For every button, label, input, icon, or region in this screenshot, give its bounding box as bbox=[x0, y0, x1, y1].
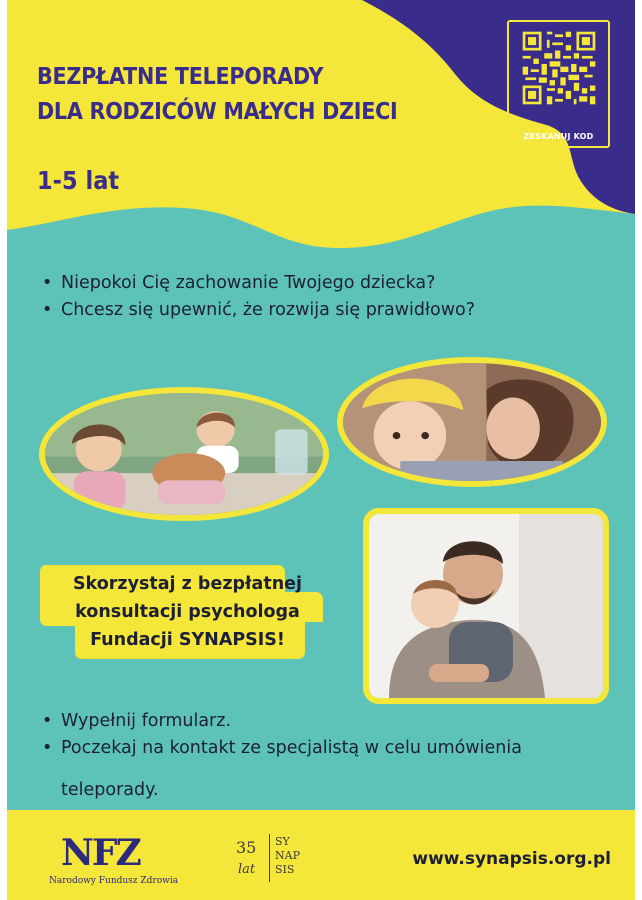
synapsis-lat: lat bbox=[238, 862, 256, 877]
synapsis-word-1: SY bbox=[275, 835, 290, 848]
qr-code-box[interactable] bbox=[507, 20, 610, 148]
step-item: • Wypełnij formularz. bbox=[39, 711, 522, 731]
photo-children-at-table bbox=[39, 387, 329, 521]
cta-callout bbox=[39, 562, 336, 662]
step-2-continuation bbox=[61, 780, 159, 800]
photo-mother-and-child bbox=[337, 357, 607, 487]
steps-list bbox=[39, 711, 522, 765]
synapsis-years: 35 bbox=[236, 838, 257, 857]
page-title bbox=[37, 60, 397, 130]
synapsis-word-3: SIS bbox=[275, 863, 295, 876]
footer bbox=[7, 810, 635, 900]
cta-line-3: Fundacji SYNAPSIS! bbox=[90, 630, 285, 650]
question-item: • Niepokoi Cię zachowanie Twojego dziecka? bbox=[39, 273, 475, 293]
step-2-line-1: Poczekaj na kontakt ze specjalistą w celu umówienia bbox=[61, 738, 522, 758]
poster bbox=[7, 0, 635, 900]
cta-line-2: konsultacji psychologa bbox=[75, 602, 300, 622]
website-link[interactable]: www.synapsis.org.pl bbox=[412, 849, 611, 869]
title-line-1: BEZPŁATNE TELEPORADY bbox=[37, 64, 324, 90]
photo-father-and-child bbox=[363, 508, 609, 704]
cta-text bbox=[39, 570, 336, 654]
qr-label: ZESKANUJ KOD bbox=[523, 132, 594, 141]
synapsis-divider bbox=[269, 834, 270, 882]
synapsis-word-2: NAP bbox=[275, 849, 300, 862]
nfz-logo: NFZ bbox=[61, 832, 140, 874]
qr-code-icon[interactable] bbox=[520, 29, 598, 107]
title-line-2: DLA RODZICÓW MAŁYCH DZIECI bbox=[37, 99, 398, 125]
age-range: 1-5 lat bbox=[37, 166, 120, 195]
step-2-line-2: teleporady. bbox=[61, 780, 159, 800]
nfz-name: Narodowy Fundusz Zdrowia bbox=[49, 876, 179, 886]
question-list bbox=[39, 273, 475, 327]
synapsis-wordmark bbox=[275, 835, 300, 877]
cta-line-1: Skorzystaj z bezpłatnej bbox=[72, 574, 303, 594]
step-item bbox=[39, 738, 522, 758]
question-item: • Chcesz się upewnić, że rozwija się prawidłowo? bbox=[39, 300, 475, 320]
